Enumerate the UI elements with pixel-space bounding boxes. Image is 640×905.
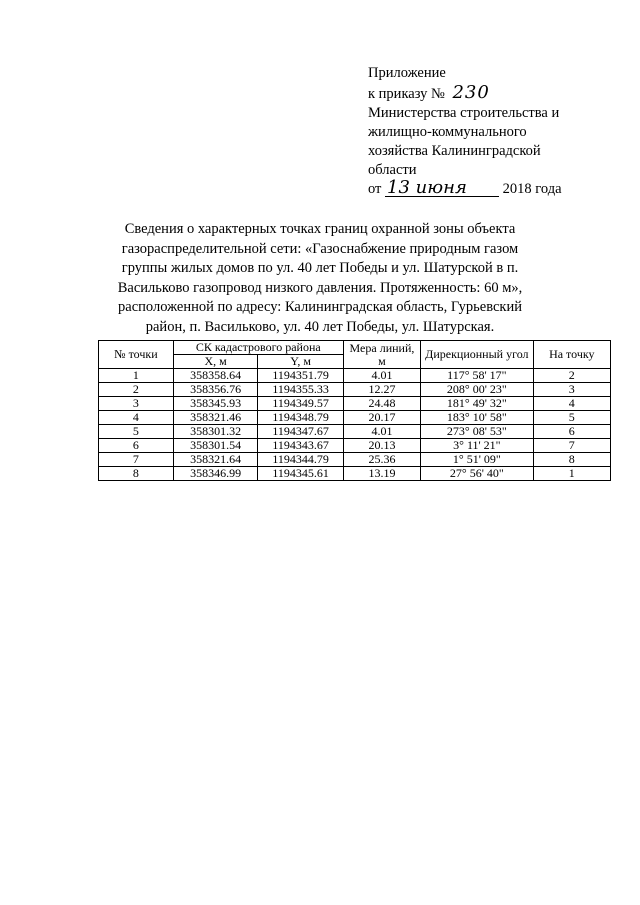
table-row <box>99 383 611 397</box>
cell-y: 1194351.79 <box>258 369 343 383</box>
table-row <box>99 439 611 453</box>
date-prefix: от <box>368 181 382 197</box>
cell-point: 2 <box>99 383 174 397</box>
cell-measure: 24.48 <box>343 397 420 411</box>
cell-to-point: 5 <box>533 411 610 425</box>
appendix-block <box>368 64 608 199</box>
cell-x: 358321.64 <box>173 453 258 467</box>
boundary-points-table <box>98 340 611 481</box>
table-header-row <box>99 341 611 355</box>
cell-measure: 20.17 <box>343 411 420 425</box>
table-row <box>99 425 611 439</box>
cell-y: 1194349.57 <box>258 397 343 411</box>
cell-x: 358345.93 <box>173 397 258 411</box>
order-number-handwritten: 230 <box>452 82 490 103</box>
cell-x: 358358.64 <box>173 369 258 383</box>
cell-point: 8 <box>99 467 174 481</box>
cell-point: 4 <box>99 411 174 425</box>
cell-azimuth: 3° 11' 21" <box>421 439 534 453</box>
cell-to-point: 8 <box>533 453 610 467</box>
cell-measure: 4.01 <box>343 369 420 383</box>
header-to-point: На точку <box>533 341 610 369</box>
cell-measure: 4.01 <box>343 425 420 439</box>
cell-point: 3 <box>99 397 174 411</box>
cell-to-point: 4 <box>533 397 610 411</box>
header-azimuth: Дирекционный угол <box>421 341 534 369</box>
cell-measure: 13.19 <box>343 467 420 481</box>
cell-azimuth: 183° 10' 58" <box>421 411 534 425</box>
header-measure: Мера линий, м <box>343 341 420 369</box>
cell-azimuth: 208° 00' 23" <box>421 383 534 397</box>
table-row <box>99 369 611 383</box>
cell-x: 358301.32 <box>173 425 258 439</box>
cell-point: 7 <box>99 453 174 467</box>
cell-point: 1 <box>99 369 174 383</box>
cell-to-point: 1 <box>533 467 610 481</box>
ministry-line-2: жилищно-коммунального <box>368 124 527 140</box>
appendix-heading: Приложение <box>368 65 446 81</box>
order-reference <box>368 83 608 104</box>
cell-y: 1194347.67 <box>258 425 343 439</box>
cell-y: 1194344.79 <box>258 453 343 467</box>
ministry-line-3: хозяйства Калининградской <box>368 143 541 159</box>
cell-y: 1194345.61 <box>258 467 343 481</box>
table-row <box>99 397 611 411</box>
cell-x: 358356.76 <box>173 383 258 397</box>
cell-x: 358301.54 <box>173 439 258 453</box>
table-row <box>99 467 611 481</box>
date-suffix: 2018 года <box>502 181 562 197</box>
cell-azimuth: 181° 49' 32" <box>421 397 534 411</box>
cell-measure: 20.13 <box>343 439 420 453</box>
cell-azimuth: 27° 56' 40" <box>421 467 534 481</box>
header-sk: СК кадастрового района <box>173 341 343 355</box>
document-title: Сведения о характерных точках границ охранной зоны объекта газораспределительной сети: «Газоснабжение природным газом группы жилых домов по ул. 40 лет Победы и ул. Шатурской в п. Васильково газопровод низкого давления. Протяженность: 60 м», расположенной по адресу: Калининградская область, Гурьевский район, п. Васильково, ул. 40 лет Победы, ул. Шатурская. <box>117 221 523 335</box>
cell-y: 1194343.67 <box>258 439 343 453</box>
date-handwritten: 13 июня <box>385 180 499 197</box>
cell-azimuth: 273° 08' 53" <box>421 425 534 439</box>
cell-x: 358346.99 <box>173 467 258 481</box>
table-row <box>99 411 611 425</box>
cell-to-point: 6 <box>533 425 610 439</box>
cell-azimuth: 117° 58' 17" <box>421 369 534 383</box>
cell-point: 6 <box>99 439 174 453</box>
cell-y: 1194355.33 <box>258 383 343 397</box>
cell-to-point: 2 <box>533 369 610 383</box>
ministry-line-1: Министерства строительства и <box>368 105 560 121</box>
cell-to-point: 3 <box>533 383 610 397</box>
header-x: X, м <box>173 355 258 369</box>
order-date <box>368 177 608 199</box>
cell-azimuth: 1° 51' 09" <box>421 453 534 467</box>
header-y: Y, м <box>258 355 343 369</box>
ministry-line-4: области <box>368 162 417 178</box>
cell-point: 5 <box>99 425 174 439</box>
header-point: № точки <box>99 341 174 369</box>
order-prefix: к приказу № <box>368 86 445 102</box>
cell-measure: 12.27 <box>343 383 420 397</box>
table-row <box>99 453 611 467</box>
cell-to-point: 7 <box>533 439 610 453</box>
cell-x: 358321.46 <box>173 411 258 425</box>
cell-y: 1194348.79 <box>258 411 343 425</box>
cell-measure: 25.36 <box>343 453 420 467</box>
